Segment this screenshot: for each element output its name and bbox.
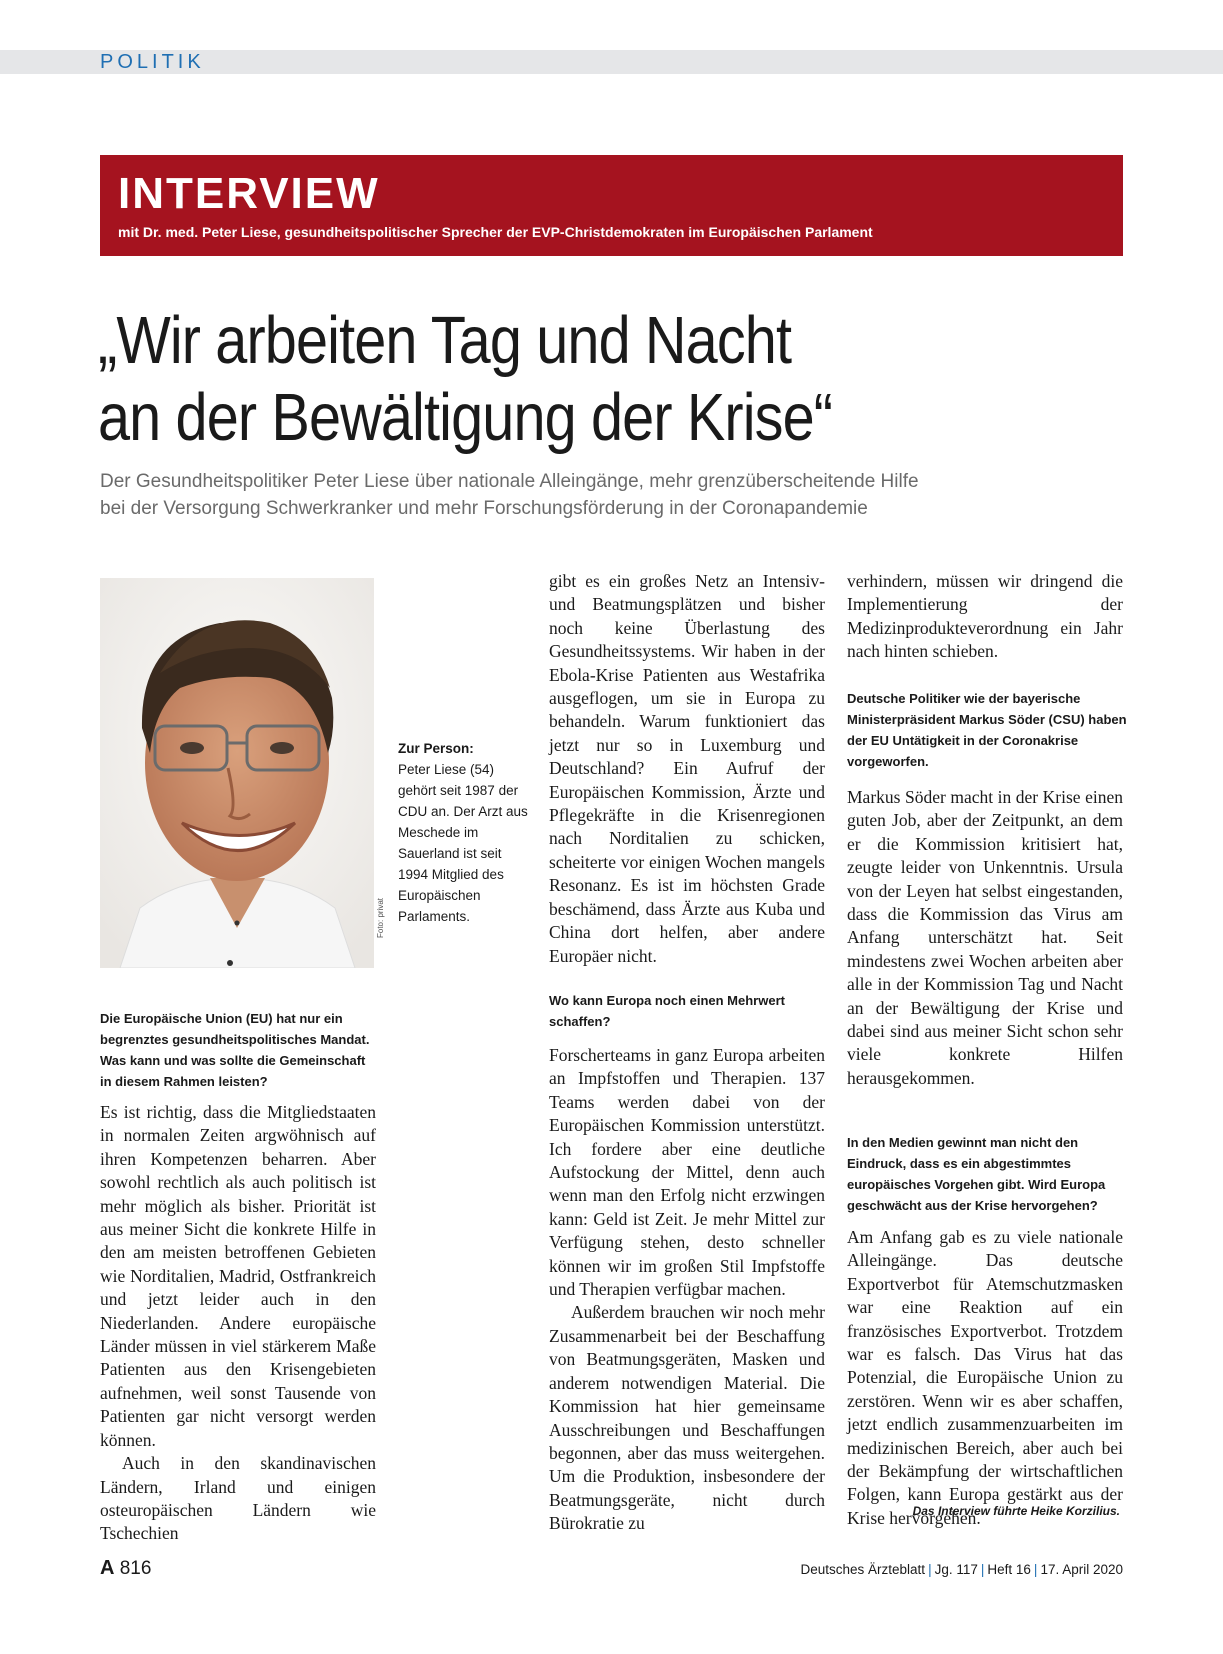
question-1: Die Europäische Union (EU) hat nur ein begrenztes gesundheitspolitisches Mandat. Was kann und was sollte die Gemeinschaft in diesem Rahmen leisten? xyxy=(100,1011,370,1089)
photo-credit: Foto: privat xyxy=(376,897,385,938)
page-prefix: A xyxy=(100,1557,115,1579)
answer-3-paragraph-1: Markus Söder macht in der Krise einen guten Job, aber der Zeitpunkt, an dem er die Kommission kritisiert hat, zeugte leider von Unkenntnis. Ursula von der Leyen hat selbst eingestanden, dass die Kommission das Virus am Anfang unterschätzt hat. Seit mindestens zwei Wochen arbeiten aber alle in der Kommission Tag und Nacht an der Bewältigung der Krise und dabei sind aus meiner Sicht schon sehr viele konkrete Hilfen herausgekommen. xyxy=(847,787,1123,1088)
footer-separator: | xyxy=(980,1562,985,1577)
page-number-value: 816 xyxy=(119,1558,152,1579)
lede xyxy=(100,468,1120,522)
person-text: Peter Liese (54) gehört seit 1987 der CDU an. Der Arzt aus Meschede im Sauerland ist seit 1994 Mitglied des Europäischen Parlaments. xyxy=(398,762,528,924)
section-label: POLITIK xyxy=(100,51,205,73)
headline-line-1: „Wir arbeiten Tag und Nacht xyxy=(98,303,792,378)
answer-2-paragraph-2: Außerdem brauchen wir noch mehr Zusammenarbeit bei der Beschaffung von Beatmungsgeräten, Masken und anderem notwendigen Material. Die Kommission hat hier gemeinsame Ausschreibungen und Beschaffungen begonnen, aber das muss weitergehen. Um die Produktion, insbesondere der Beatmungsgeräte, nicht durch Bürokratie zu xyxy=(549,1302,825,1534)
answer-column-1 xyxy=(100,1101,376,1546)
lede-line-2: bei der Versorgung Schwerkranker und mehr Forschungsförderung in der Coronapandemie xyxy=(100,498,868,519)
answer-1-paragraph-1: Es ist richtig, dass die Mitgliedstaaten in normalen Zeiten argwöhnisch auf ihren Kompetenzen beharren. Aber sowohl rechtlich als auch politisch ist mehr möglich als bisher. Priorität ist aus meiner Sicht die konkrete Hilfe in den am meisten betroffenen Gebieten wie Norditalien, Madrid, Ostfrankreich und jetzt leider auch in den Niederlanden. Andere europäische Länder müssen in viel stärkerem Maße Patienten aus den Krisengebieten aufnehmen, weil sonst Tausende von Patienten gar nicht versorgt werden können. xyxy=(100,1102,376,1450)
answer-2-paragraph-2-continued: verhindern, müssen wir dringend die Implementierung der Medizinprodukteverordnung ein Jahr nach hinten schieben. xyxy=(847,571,1123,662)
headline xyxy=(98,302,975,456)
answer-column-2b xyxy=(549,1044,825,1536)
lede-line-1: Der Gesundheitspolitiker Peter Liese über nationale Alleingänge, mehr grenzüberscheitende Hilfe xyxy=(100,471,919,492)
answer-column-3 xyxy=(847,570,1123,664)
footer-volume: Jg. 117 xyxy=(934,1562,978,1577)
portrait-photo xyxy=(100,578,374,968)
answer-1-paragraph-2: Auch in den skandinavischen Ländern, Irland und einigen osteuropäischen Ländern wie Tschechien xyxy=(100,1453,376,1544)
footer-separator: | xyxy=(1033,1562,1038,1577)
footer-separator: | xyxy=(928,1562,932,1577)
answer-4-paragraph-1: Am Anfang gab es zu viele nationale Alleingänge. Das deutsche Exportverbot für Atemschutzmasken war eine Reaktion auf ein französisches Exportverbot. Trotzdem war es falsch. Das Virus hat das Potenzial, die Europäische Union zu zerstören. Wenn wir es aber schaffen, jetzt endlich zusammenzuarbeiten im medizinischen Bereich, aber auch bei der Bekämpfung der wirtschaftlichen Folgen, kann Europa gestärkt aus der Krise hervorgehen. xyxy=(847,1227,1123,1528)
interview-banner xyxy=(100,155,1123,256)
person-info xyxy=(398,738,528,927)
person-heading: Zur Person: xyxy=(398,741,474,756)
interview-credit: Das Interview führte Heike Korzilius. xyxy=(912,1504,1120,1518)
footer-date: 17. April 2020 xyxy=(1040,1562,1123,1577)
page-number xyxy=(100,1557,151,1580)
footer-issue: Heft 16 xyxy=(987,1562,1031,1577)
answer-column-2 xyxy=(549,570,825,968)
answer-1-paragraph-2-continued: gibt es ein großes Netz an Intensiv- und Beatmungsplätzen und bisher noch keine Überlastung des Gesundheitssystems. Wir haben in der Ebola-Krise Patienten aus Westafrika ausgeflogen, um sie in Europa zu behandeln. Warum funktioniert das jetzt nur so in Luxemburg und Deutschland? Ein Aufruf der Europäischen Kommission, Ärzte und Pflegekräfte in die Krisenregionen nach Norditalien zu schicken, scheiterte vor einigen Wochen mangels Resonanz. Es ist im höchsten Grade beschämend, dass Ärzte aus Kuba und China dort helfen, aber andere Europäer nicht. xyxy=(549,571,825,966)
question-3: Deutsche Politiker wie der bayerische Ministerpräsident Markus Söder (CSU) haben der EU Untätigkeit in der Coronakrise vorgeworfen. xyxy=(847,691,1127,769)
answer-column-3c xyxy=(847,1226,1123,1530)
footer-publication xyxy=(801,1562,1124,1577)
banner-subtitle: mit Dr. med. Peter Liese, gesundheitspolitischer Sprecher der EVP-Christdemokraten im Europäischen Parlament xyxy=(118,224,873,240)
question-4: In den Medien gewinnt man nicht den Eindruck, dass es ein abgestimmtes europäisches Vorgehen gibt. Wird Europa geschwächt aus der Krise hervorgehen? xyxy=(847,1135,1106,1213)
portrait-illustration xyxy=(100,578,374,968)
headline-line-2: an der Bewältigung der Krise“ xyxy=(98,380,833,455)
question-2: Wo kann Europa noch einen Mehrwert schaffen? xyxy=(549,993,785,1029)
answer-2-paragraph-1: Forscherteams in ganz Europa arbeiten an Impfstoffen und Therapien. 137 Teams werden dabei von der Europäischen Kommission unterstützt. Ich fordere aber eine deutliche Aufstockung der Mittel, denn auch wenn man den Erfolg nicht erzwingen kann: Geld ist Zeit. Je mehr Mittel zur Verfügung stehen, desto schneller können wir im großen Stil Impfstoffe und Therapien verfügbar machen. xyxy=(549,1045,825,1300)
answer-column-3b xyxy=(847,786,1123,1090)
footer-journal: Deutsches Ärzteblatt xyxy=(800,1562,926,1577)
banner-title: INTERVIEW xyxy=(118,169,380,218)
